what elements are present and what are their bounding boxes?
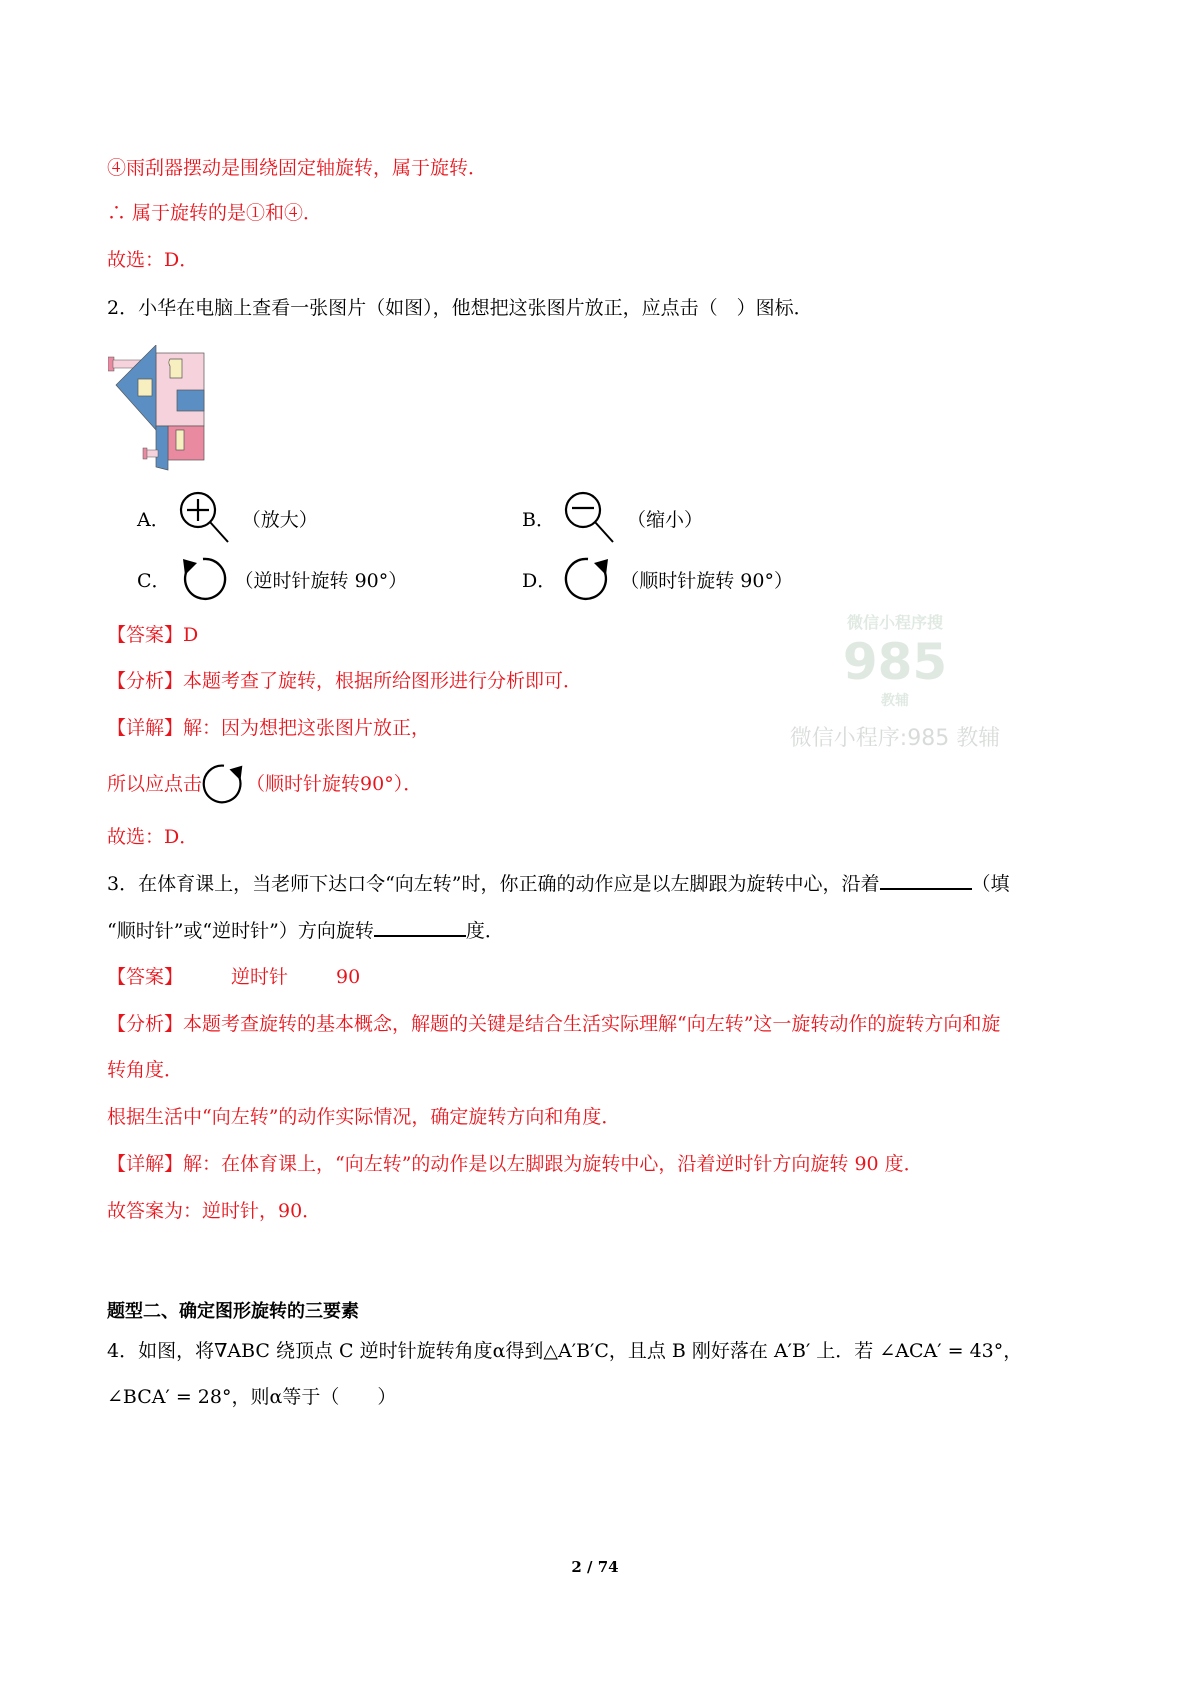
watermark-text: 微信小程序:985 教辅: [789, 726, 1001, 751]
detail-text: （顺时针旋转90°）．: [246, 773, 423, 795]
watermark-text: 985: [842, 633, 948, 691]
option-text: （放大）: [241, 508, 318, 531]
watermark-text: 教辅: [881, 693, 909, 709]
answer-blank: [880, 870, 972, 890]
option-letter: B．: [522, 508, 555, 531]
detail-line: [107, 762, 422, 806]
answer-line: [107, 964, 360, 990]
analysis-line: 【分析】本题考查了旋转，根据所给图形进行分析即可．: [107, 670, 583, 692]
option-a: [137, 490, 318, 546]
text-line: 故选：D．: [107, 249, 199, 271]
detail-line: 【详解】解：因为想把这张图片放正，: [107, 717, 431, 739]
option-d: [522, 555, 793, 603]
stem-text: （填: [971, 873, 1010, 895]
text-line: ④雨刮器摆动是围绕固定轴旋转，属于旋转．: [107, 157, 488, 179]
rotate-cw-icon: [564, 555, 612, 603]
option-letter: C．: [137, 569, 171, 592]
option-text: （逆时针旋转 90°）: [234, 569, 408, 592]
question-3-stem: [107, 917, 504, 944]
stem-text: “顺时针”或“逆时针”）方向旋转: [107, 920, 374, 942]
watermark: [780, 612, 1010, 754]
question-4-stem: 4．如图，将∇ABC 绕顶点 C 逆时针旋转角度α得到△A′B′C，且点 B 刚好落在 A′B′ 上．若 ∠ACA′ = 43°，: [107, 1340, 1023, 1362]
rotate-cw-icon: [202, 762, 246, 806]
stem-text: 3．在体育课上，当老师下达口令“向左转”时，你正确的动作应是以左脚跟为旋转中心，沿着: [107, 873, 880, 895]
detail-line: 【详解】解：在体育课上，“向左转”的动作是以左脚跟为旋转中心，沿着逆时针方向旋转 90 度．: [107, 1153, 923, 1175]
rotate-ccw-icon: [179, 555, 227, 603]
conclusion-line: 故选：D．: [107, 826, 199, 848]
zoom-out-icon: [563, 490, 619, 546]
question-3-stem: [107, 870, 1010, 897]
option-text: （顺时针旋转 90°）: [620, 569, 793, 592]
conclusion-line: 故答案为：逆时针，90．: [107, 1200, 322, 1222]
answer-value: 逆时针: [231, 966, 289, 988]
answer-label: 【答案】: [107, 966, 184, 988]
option-letter: A．: [137, 508, 170, 531]
page-number: 2 / 74: [571, 1558, 619, 1576]
question-4-stem: ∠BCA′ = 28°，则α等于（ ）: [107, 1386, 397, 1408]
watermark-text: 微信小程序搜: [846, 613, 943, 632]
zoom-in-icon: [178, 490, 234, 546]
analysis-line: 【分析】本题考查旋转的基本概念，解题的关键是结合生活实际理解“向左转”这一旋转动作的旋转方向和旋: [107, 1013, 1001, 1035]
section-title: 题型二、确定图形旋转的三要素: [107, 1301, 359, 1322]
answer-value: 90: [336, 966, 361, 988]
rotated-house-image: [108, 345, 232, 473]
answer-line: 【答案】D: [107, 624, 199, 646]
stem-text: 度．: [465, 920, 504, 942]
text-line: ∴ 属于旋转的是①和④．: [107, 202, 323, 224]
analysis-line: 根据生活中“向左转”的动作实际情况，确定旋转方向和角度．: [107, 1106, 621, 1128]
option-b: [522, 490, 703, 546]
answer-blank: [374, 917, 466, 937]
option-text: （缩小）: [626, 508, 703, 531]
detail-text: 所以应点击: [107, 773, 203, 795]
option-c: [137, 555, 407, 603]
question-2-stem: 2．小华在电脑上查看一张图片（如图），他想把这张图片放正，应点击（ ）图标．: [107, 297, 813, 319]
option-letter: D．: [522, 569, 557, 592]
analysis-line: 转角度．: [107, 1059, 184, 1081]
